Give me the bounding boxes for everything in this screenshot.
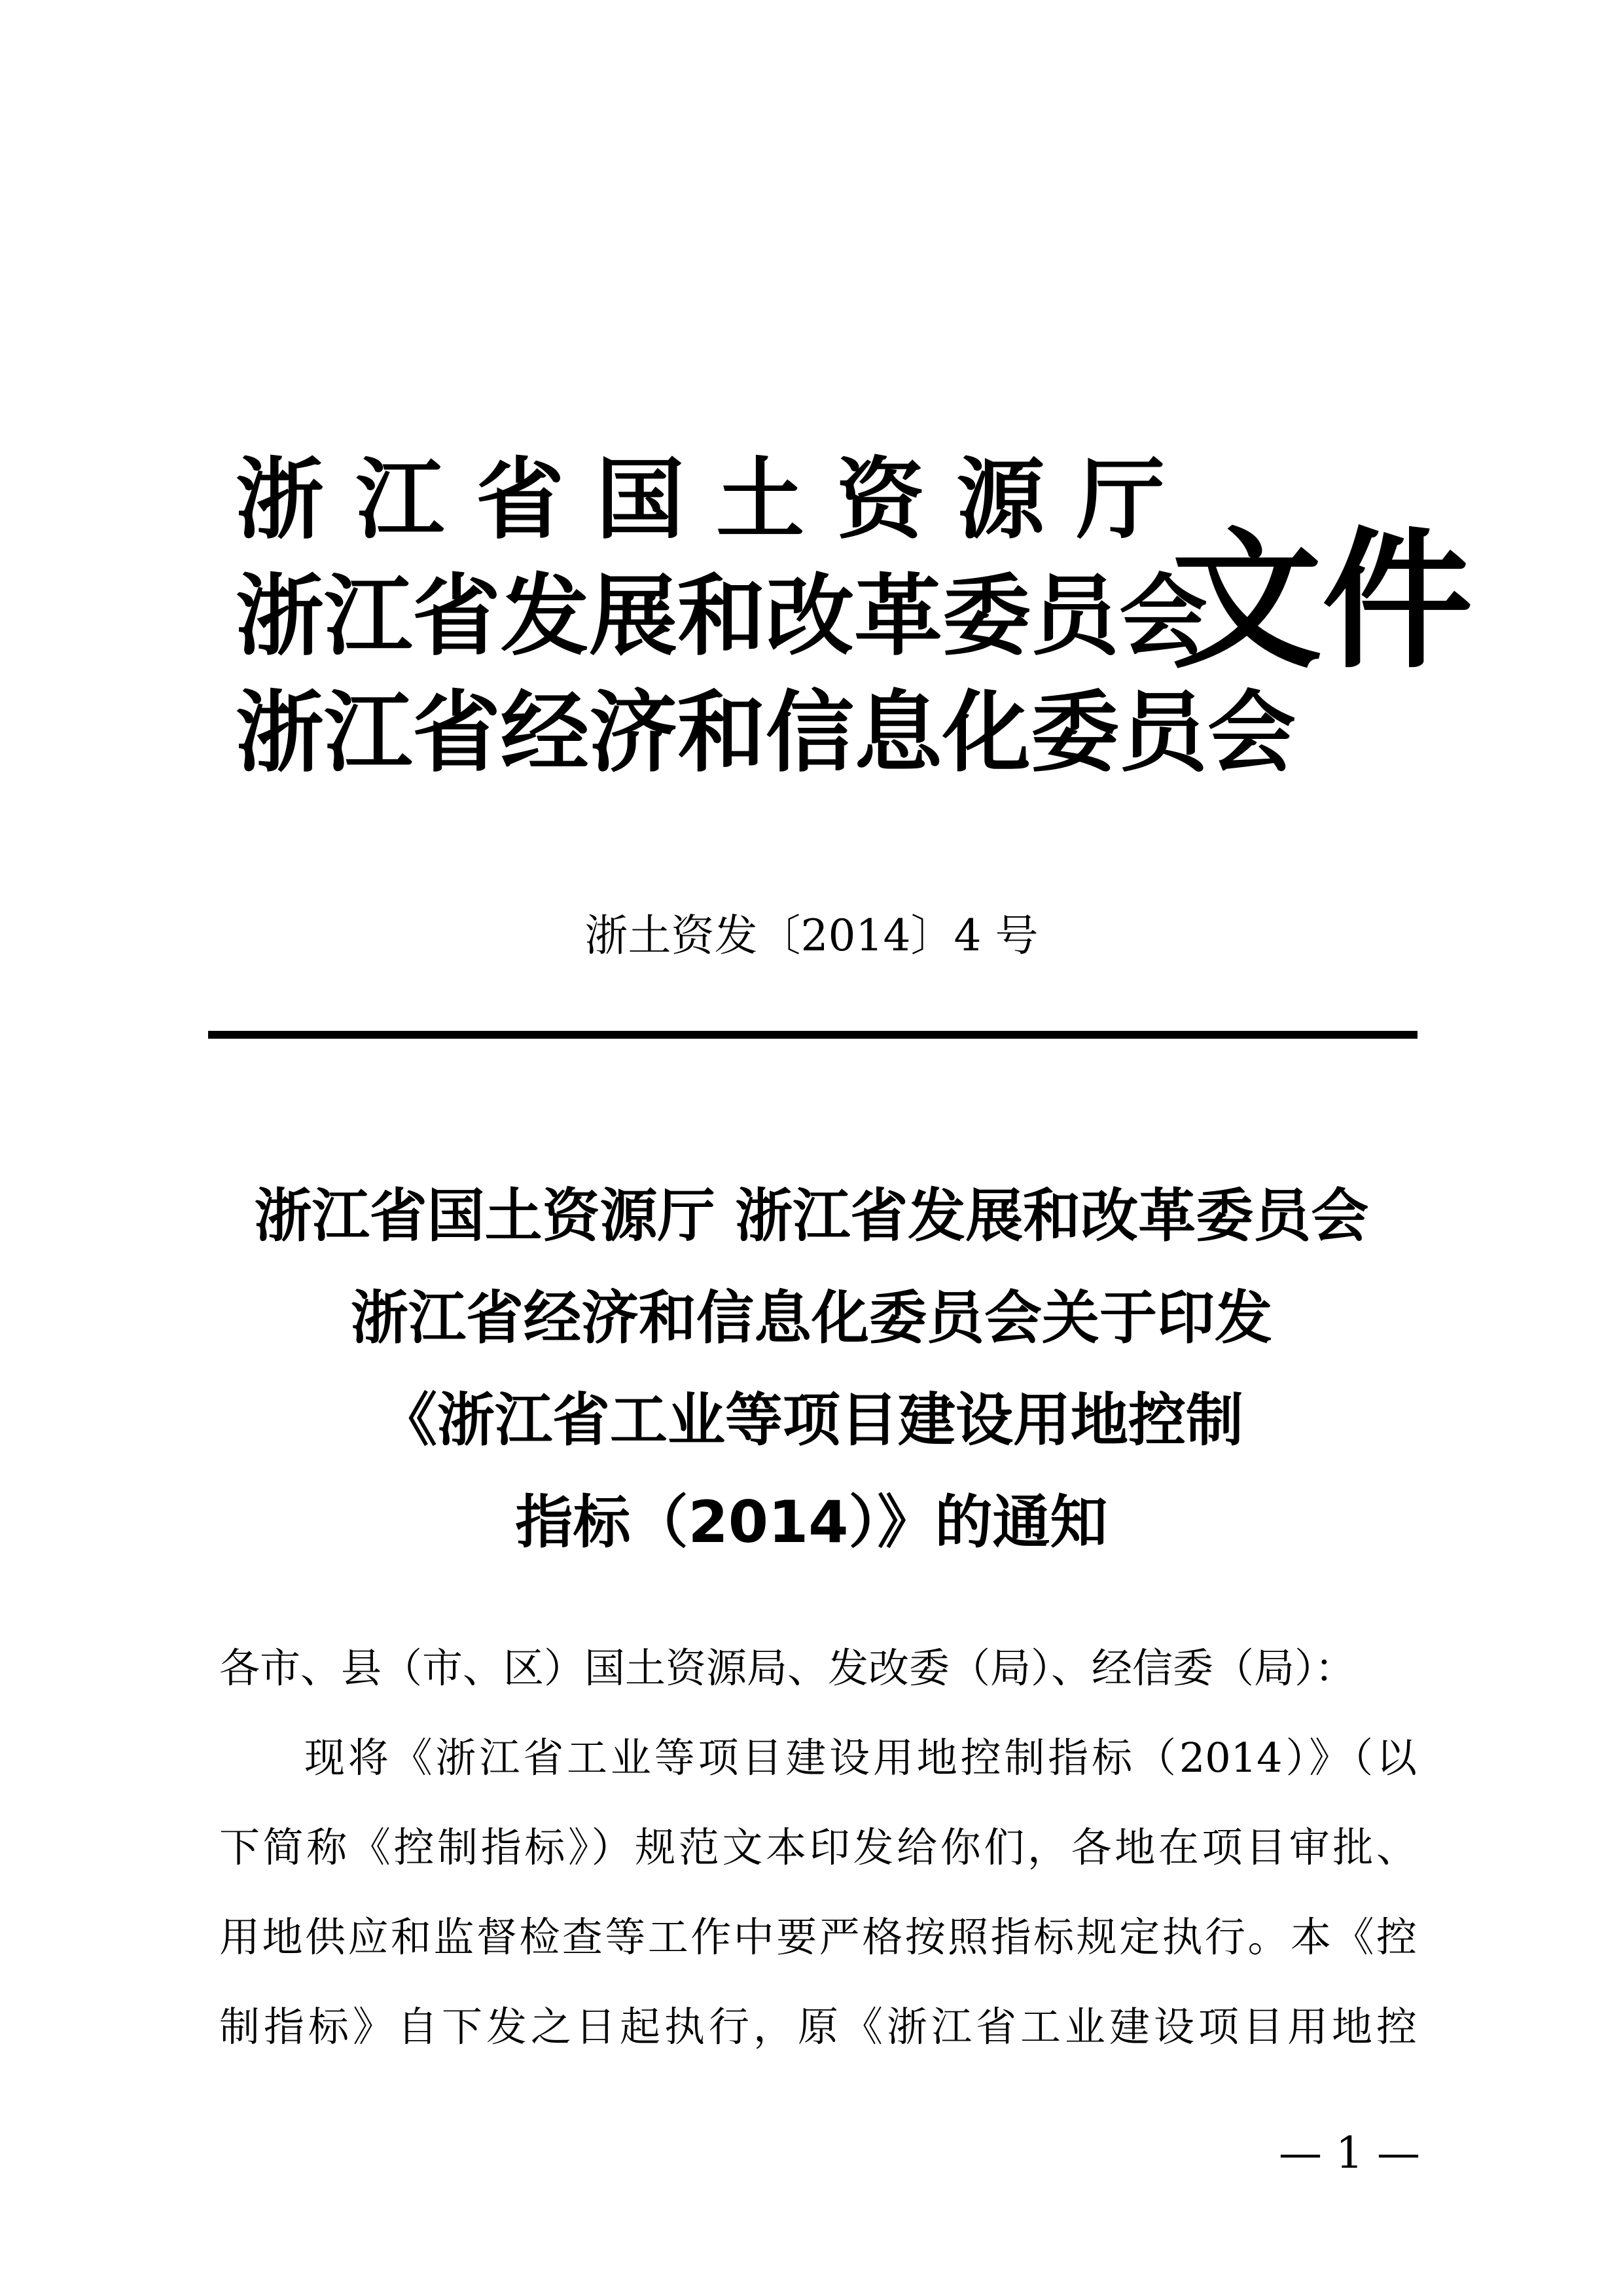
title-line: 浙江省经济和信息化委员会关于印发 (350, 1284, 1272, 1352)
title-line: 《浙江省工业等项目建设用地控制 (379, 1386, 1243, 1454)
page-number: — 1 — (1279, 2128, 1420, 2178)
issuer-development-reform: 浙江省发展和改革委员会 (236, 565, 1207, 668)
issuer-land-resources: 浙 江 省 国 土 资 源 厅 (236, 448, 1165, 551)
body-line: 制指标》自下发之日起执行，原《浙江省工业建设项目用地控 (219, 2003, 1417, 2051)
title-line: 指标（2014）》的通知 (515, 1488, 1108, 1556)
salutation: 各市、县（市、区）国土资源局、发改委（局）、经信委（局）： (219, 1644, 1356, 1692)
document-title (0, 1165, 1623, 1573)
document-type-label: 文件 (1171, 514, 1473, 689)
title-line: 浙江省国土资源厅 浙江省发展和改革委员会 (254, 1182, 1369, 1249)
header-divider (208, 1031, 1418, 1039)
issuer-economy-informatization: 浙江省经济和信息化委员会 (236, 681, 1296, 784)
issuing-bodies (236, 442, 1296, 791)
body-line: 用地供应和监督检查等工作中要严格按照指标规定执行。本《控 (219, 1913, 1417, 1961)
document-body (219, 1623, 1417, 2072)
body-line: 现将《浙江省工业等项目建设用地控制指标（2014）》（以 (304, 1734, 1417, 1782)
body-line: 下简称《控制指标》）规范文本印发给你们，各地在项目审批、 (219, 1823, 1417, 1871)
document-number: 浙土资发〔2014〕4 号 (584, 910, 1039, 961)
